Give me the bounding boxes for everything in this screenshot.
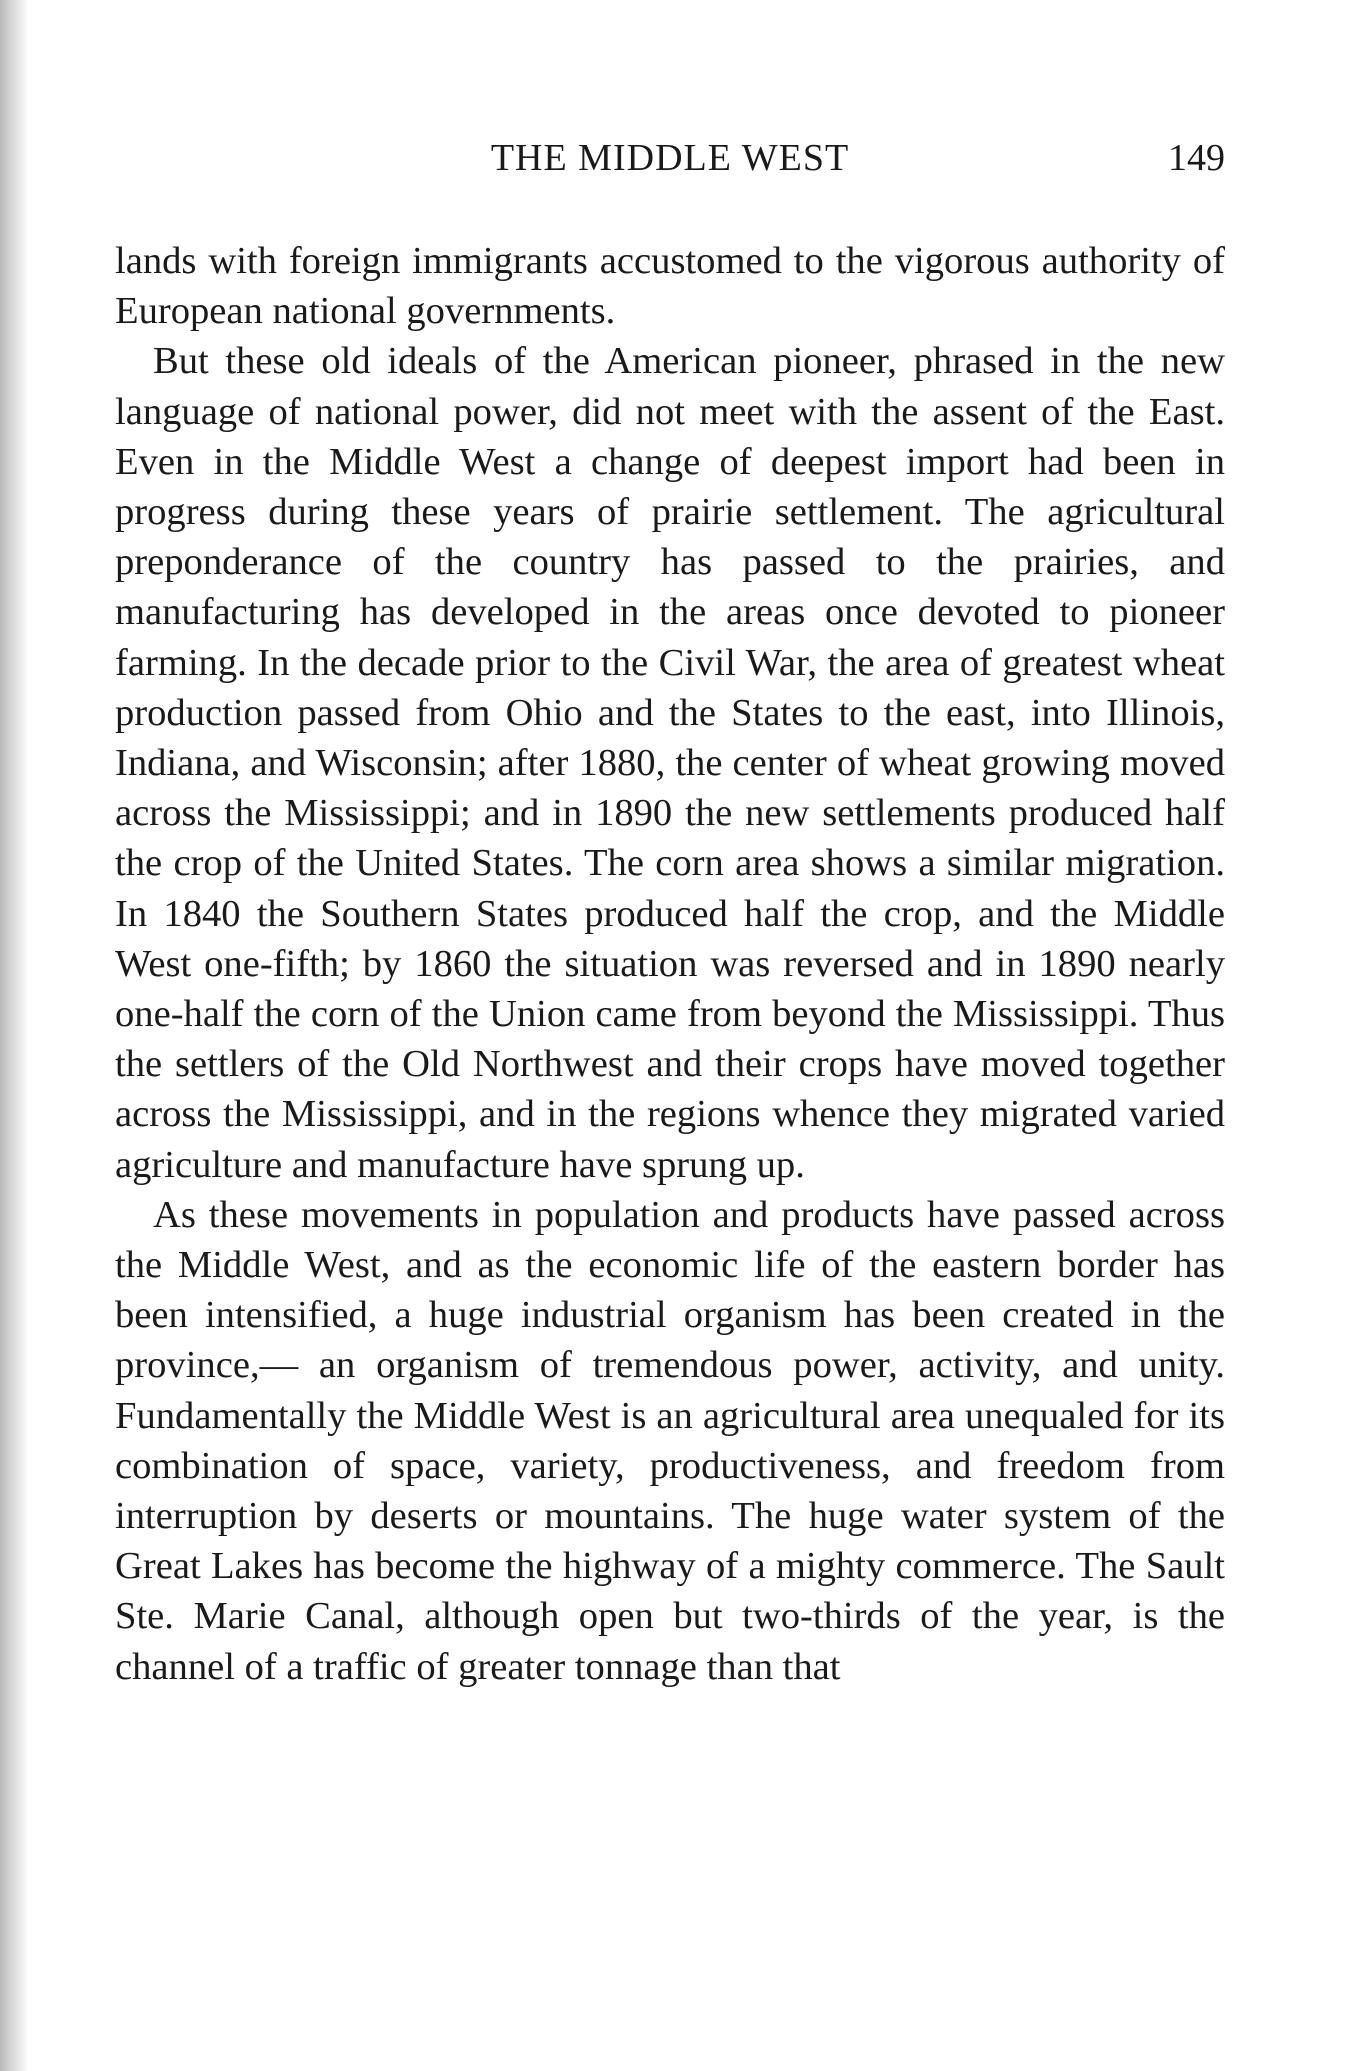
running-header [115,136,1225,196]
paragraph-continued: lands with foreign immigrants accustomed to the vigorous authority of European national governments. [115,240,1225,333]
running-title: THE MIDDLE WEST [490,137,850,179]
paragraph: But these old ideals of the American pioneer, phrased in the new language of national power, did not meet with the assent of the East. Even in the Middle West a change of deepest import had been in progress during these years of prairie settlement. The agricultural preponderance of the country has passed to the prairies, and manufacturing has developed in the areas once devoted to pioneer farming. In the decade prior to the Civil War, the area of greatest wheat production passed from Ohio and the States to the east, into Illinois, Indiana, and Wisconsin; after 1880, the center of wheat growing moved across the Mississippi; and in 1890 the new settlements produced half the crop of the United States. The corn area shows a similar migration. In 1840 the Southern States produced half the crop, and the Middle West one-fifth; by 1860 the situation was reversed and in 1890 nearly one-half the corn of the Union came from beyond the Mississippi. Thus the settlers of the Old Northwest and their crops have moved together across the Mississippi, and in the regions whence they migrated varied agriculture and manufacture have sprung up. [115,340,1225,1186]
page-number: 149 [1168,137,1225,179]
body-text [115,236,1225,1692]
scanned-page-edge [0,0,28,2071]
paragraph: As these movements in population and products have passed across the Middle West, and as the economic life of the eastern border has been intensified, a huge industrial organism has been created in the province,— an organism of tremendous power, activity, and unity. Fundamentally the Middle West is an agricultural area unequaled for its combination of space, variety, productiveness, and freedom from interruption by deserts or mountains. The huge water system of the Great Lakes has become the highway of a mighty commerce. The Sault Ste. Marie Canal, although open but two-thirds of the year, is the channel of a traffic of greater tonnage than that [115,1193,1225,1688]
